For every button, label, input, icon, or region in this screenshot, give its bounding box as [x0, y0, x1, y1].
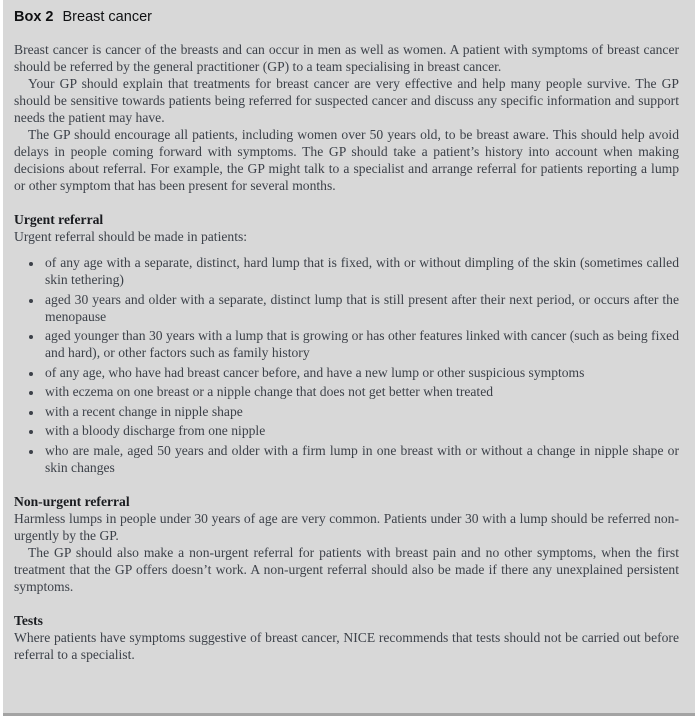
box-2-breast-cancer [3, 0, 695, 716]
urgent-referral-bullet-list [14, 254, 679, 476]
urgent-referral-lead: Urgent referral should be made in patients: [14, 229, 248, 244]
intro-section [14, 41, 679, 194]
non-urgent-referral-section [14, 493, 679, 595]
urgent-referral-heading: Urgent referral [14, 212, 104, 227]
bullet-item: • with a bloody discharge from one nipple [43, 422, 679, 439]
bullet-item: • aged 30 years and older with a separate, distinct lump that is still present after their next period, or occurs after the menopause [43, 291, 679, 325]
bullet-item: • of any age, who have had breast cancer before, and have a new lump or other suspicious symptoms [43, 364, 679, 381]
tests-section [14, 612, 679, 663]
box-title-text: Breast cancer [62, 9, 152, 25]
non-urgent-paragraph-2: The GP should also make a non-urgent referral for patients with breast pain and no other symptoms, when the first treatment that the GP offers doesn’t work. A non-urgent referral should also be made if there any unexplained persistent symptoms. [14, 544, 679, 594]
bullet-item: • with a recent change in nipple shape [43, 403, 679, 420]
intro-paragraph-1: Breast cancer is cancer of the breasts and can occur in men as well as women. A patient with symptoms of breast cancer should be referred by the general practitioner (GP) to a team specialising in breast cancer. [14, 42, 679, 74]
intro-paragraph-2: Your GP should explain that treatments for breast cancer are very effective and help many people survive. The GP should be sensitive towards patients being referred for suspected cancer and discuss any specific information and support needs the patient may have. [14, 76, 679, 125]
bullet-item: • of any age with a separate, distinct, hard lump that is fixed, with or without dimpling of the skin (sometimes called skin tethering) [43, 254, 679, 288]
tests-heading: Tests [14, 612, 43, 628]
urgent-referral-section [14, 211, 679, 476]
non-urgent-referral-heading: Non-urgent referral [14, 493, 130, 509]
intro-paragraph-3: The GP should encourage all patients, including women over 50 years old, to be breast aware. This should help avoid delays in people coming forward with symptoms. The GP should take a patient’s history into account when making decisions about referral. For example, the GP might talk to a specialist and arrange referral for patients reporting a lump or other symptom that has been present for several months. [14, 127, 679, 193]
bullet-item: • aged younger than 30 years with a lump that is growing or has other features linked with cancer (such as being fixed and hard), or other factors such as family history [43, 327, 679, 361]
bullet-item: • who are male, aged 50 years and older with a firm lump in one breast with or without a change in nipple shape or skin changes [43, 442, 679, 476]
tests-paragraph-1: Where patients have symptoms suggestive of breast cancer, NICE recommends that tests should not be carried out before referral to a specialist. [14, 629, 679, 662]
box-label: Box 2 [14, 9, 54, 25]
non-urgent-paragraph-1: Harmless lumps in people under 30 years of age are very common. Patients under 30 with a lump should be referred non-urgently by the GP. [14, 510, 679, 543]
bullet-item: • with eczema on one breast or a nipple change that does not get better when treated [43, 383, 679, 400]
box-title [14, 8, 679, 26]
